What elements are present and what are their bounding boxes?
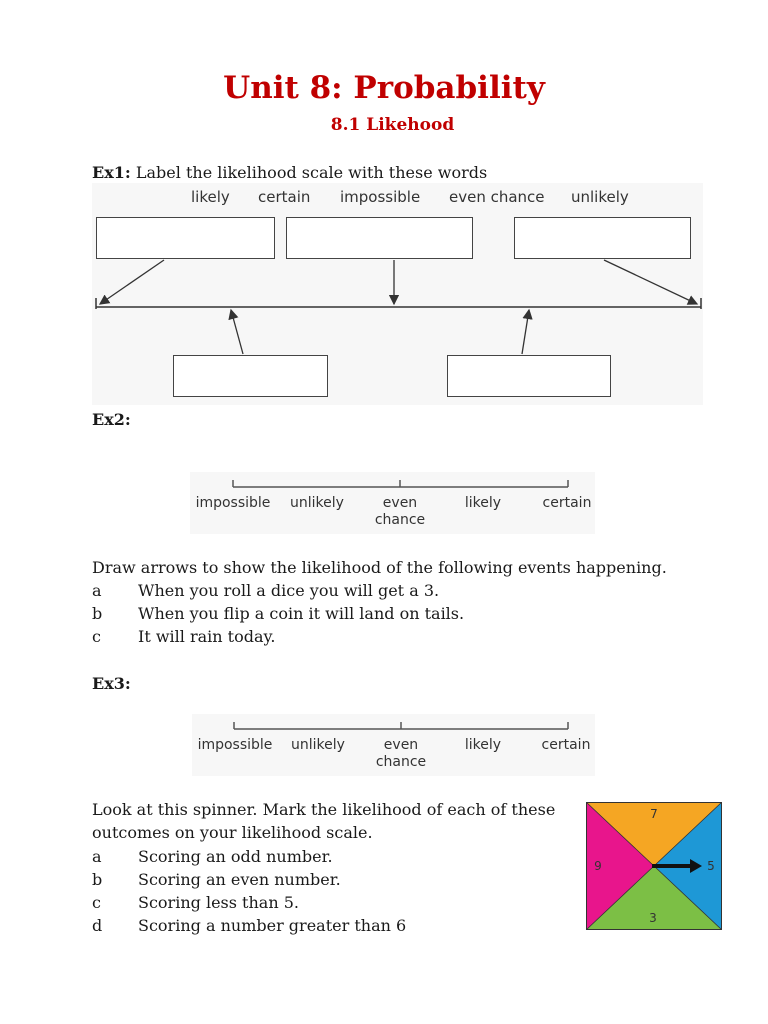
page-title: Unit 8: Probability bbox=[223, 70, 545, 106]
spinner-label-top: 7 bbox=[650, 807, 658, 821]
list-item: a Scoring an odd number. bbox=[92, 847, 333, 866]
ex2-label-unlikely: unlikely bbox=[290, 495, 344, 511]
page-subtitle: 8.1 Likehood bbox=[330, 115, 455, 135]
word-unlikely: unlikely bbox=[571, 188, 629, 206]
ex2-scale-line bbox=[190, 472, 595, 492]
list-item: d Scoring a number greater than 6 bbox=[92, 916, 407, 935]
list-item: b When you flip a coin it will land on tails. bbox=[92, 604, 465, 623]
word-certain: certain bbox=[258, 188, 311, 206]
arrow-top-left bbox=[100, 260, 164, 304]
ex2-label-likely: likely bbox=[464, 495, 502, 511]
ex3-instruction-line2: outcomes on your likelihood scale. bbox=[92, 823, 373, 842]
ex2-label: Ex2: bbox=[92, 410, 131, 429]
ex3-scale bbox=[192, 714, 595, 776]
ex3-label-unlikely: unlikely bbox=[291, 737, 345, 753]
ex2-label-impossible: impossible bbox=[195, 495, 271, 511]
ex1-diagram bbox=[92, 183, 703, 405]
ex3-label-impossible: impossible bbox=[197, 737, 273, 753]
ex1-label: Ex1: bbox=[92, 163, 131, 182]
spinner bbox=[586, 802, 722, 930]
list-item: c It will rain today. bbox=[92, 627, 276, 646]
ex1-instruction: Label the likelihood scale with these words bbox=[135, 163, 488, 182]
ex2-label-even bbox=[365, 495, 435, 529]
arrow-bottom-left bbox=[231, 310, 243, 354]
word-likely: likely bbox=[191, 188, 230, 206]
spinner-label-bottom: 3 bbox=[649, 911, 657, 925]
list-item: a When you roll a dice you will get a 3. bbox=[92, 581, 440, 600]
spinner-label-right: 5 bbox=[707, 859, 715, 873]
ex3-label-even-line2: chance bbox=[375, 754, 427, 770]
ex2-instruction: Draw arrows to show the likelihood of the following events happening. bbox=[92, 558, 667, 577]
ex3-label-certain: certain bbox=[541, 737, 591, 753]
list-item: b Scoring an even number. bbox=[92, 870, 341, 889]
ex2-label-certain: certain bbox=[542, 495, 592, 511]
spinner-label-left: 9 bbox=[594, 859, 602, 873]
ex3-label-likely: likely bbox=[464, 737, 502, 753]
list-item: c Scoring less than 5. bbox=[92, 893, 299, 912]
ex3-label-even bbox=[366, 737, 436, 771]
ex3-label-even-line1: even bbox=[383, 737, 419, 753]
arrow-bottom-right bbox=[522, 310, 529, 354]
ex3-instruction-line1: Look at this spinner. Mark the likelihood of each of these bbox=[92, 800, 556, 819]
arrow-top-right bbox=[604, 260, 697, 304]
ex3-scale-line bbox=[192, 714, 595, 734]
word-impossible: impossible bbox=[340, 188, 421, 206]
ex3-label: Ex3: bbox=[92, 674, 131, 693]
word-even-chance: even chance bbox=[449, 188, 545, 206]
ex2-label-even-line2: chance bbox=[374, 512, 426, 528]
ex2-label-even-line1: even bbox=[382, 495, 418, 511]
ex2-scale bbox=[190, 472, 595, 534]
scale-arrows bbox=[92, 183, 703, 405]
ex1-heading bbox=[92, 161, 487, 184]
